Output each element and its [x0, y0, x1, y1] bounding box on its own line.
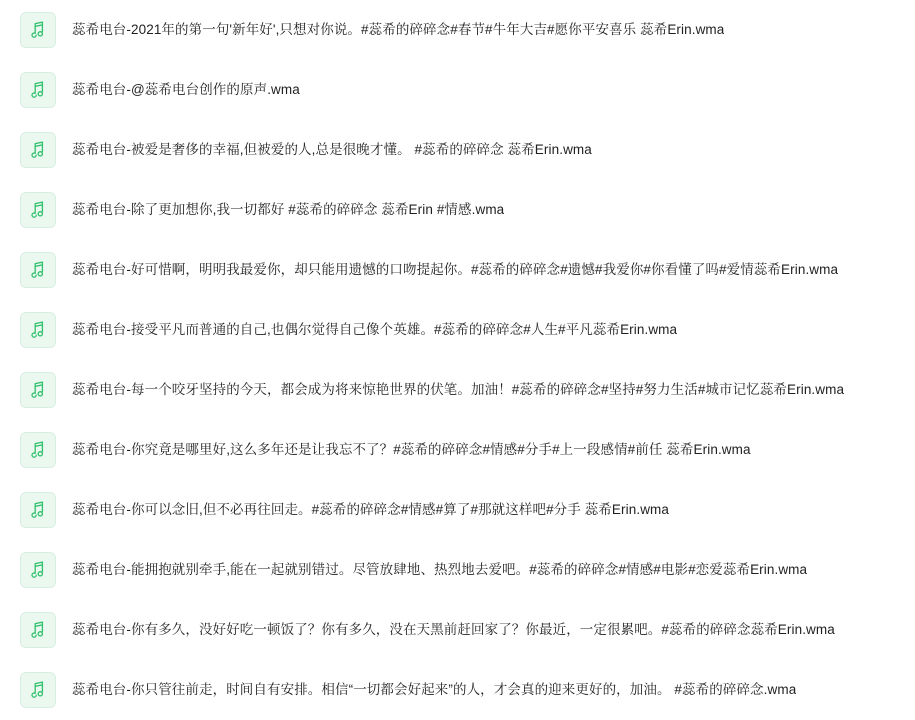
file-row[interactable]	[0, 240, 915, 300]
music-note-icon	[20, 552, 56, 588]
music-note-icon	[20, 372, 56, 408]
music-note-icon	[20, 132, 56, 168]
file-name: 蕊希电台-你可以念旧,但不必再往回走。#蕊希的碎碎念#情感#算了#那就这样吧#分手 蕊希Erin.wma	[72, 502, 669, 517]
file-row[interactable]	[0, 180, 915, 240]
music-note-icon	[20, 432, 56, 468]
music-note-icon	[20, 612, 56, 648]
file-name: 蕊希电台-每一个咬牙坚持的今天，都会成为将来惊艳世界的伏笔。加油！#蕊希的碎碎念#坚持#努力生活#城市记忆蕊希Erin.wma	[72, 382, 845, 397]
file-row[interactable]	[0, 60, 915, 120]
file-name: 蕊希电台-2021年的第一句'新年好',只想对你说。#蕊希的碎碎念#春节#牛年大吉#愿你平安喜乐 蕊希Erin.wma	[72, 22, 725, 37]
file-row[interactable]	[0, 660, 915, 720]
file-name: 蕊希电台-好可惜啊，明明我最爱你，却只能用遗憾的口吻提起你。#蕊希的碎碎念#遗憾#我爱你#你看懂了吗#爱情蕊希Erin.wma	[72, 262, 839, 277]
file-name: 蕊希电台-你只管往前走，时间自有安排。相信“一切都会好起来”的人，才会真的迎来更好的，加油。 #蕊希的碎碎念.wma	[72, 682, 797, 697]
file-row[interactable]	[0, 360, 915, 420]
file-name: 蕊希电台-能拥抱就别牵手,能在一起就别错过。尽管放肆地、热烈地去爱吧。#蕊希的碎碎念#情感#电影#恋爱蕊希Erin.wma	[72, 562, 808, 577]
file-row[interactable]	[0, 480, 915, 540]
file-name: 蕊希电台-接受平凡而普通的自己,也偶尔觉得自己像个英雄。#蕊希的碎碎念#人生#平凡蕊希Erin.wma	[72, 322, 678, 337]
file-row[interactable]	[0, 0, 915, 60]
file-name: 蕊希电台-@蕊希电台创作的原声.wma	[72, 82, 300, 97]
file-row[interactable]	[0, 420, 915, 480]
music-note-icon	[20, 72, 56, 108]
file-row[interactable]	[0, 300, 915, 360]
file-row[interactable]	[0, 120, 915, 180]
file-name: 蕊希电台-除了更加想你,我一切都好 #蕊希的碎碎念 蕊希Erin #情感.wma	[72, 202, 505, 217]
file-name: 蕊希电台-被爱是奢侈的幸福,但被爱的人,总是很晚才懂。 #蕊希的碎碎念 蕊希Erin.wma	[72, 142, 592, 157]
music-note-icon	[20, 312, 56, 348]
file-row[interactable]	[0, 600, 915, 660]
file-row[interactable]	[0, 540, 915, 600]
music-note-icon	[20, 252, 56, 288]
music-note-icon	[20, 672, 56, 708]
file-name: 蕊希电台-你有多久，没好好吃一顿饭了？你有多久，没在天黑前赶回家了？你最近，一定很累吧。#蕊希的碎碎念蕊希Erin.wma	[72, 622, 835, 637]
file-name: 蕊希电台-你究竟是哪里好,这么多年还是让我忘不了？#蕊希的碎碎念#情感#分手#上一段感情#前任 蕊希Erin.wma	[72, 442, 751, 457]
music-note-icon	[20, 12, 56, 48]
music-note-icon	[20, 492, 56, 528]
music-note-icon	[20, 192, 56, 228]
